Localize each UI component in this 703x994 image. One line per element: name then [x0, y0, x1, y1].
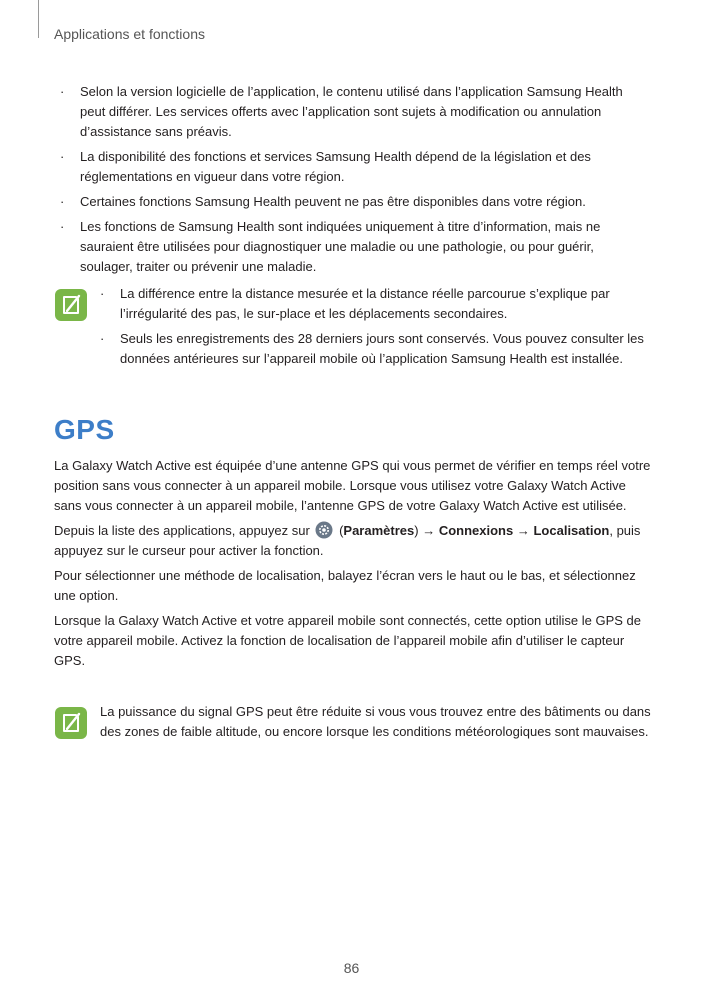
gps-connected: Lorsque la Galaxy Watch Active et votre appareil mobile sont connectés, cette option utilise le GPS de votre appareil mobile. Activez la fonction de localisation de l’appareil mobile afin d’utiliser le capteur GPS. — [54, 613, 641, 668]
arrow-icon: → — [516, 523, 530, 538]
note-box — [54, 702, 654, 742]
list-item: · Seuls les enregistrements des 28 derniers jours sont conservés. Vous pouvez consulter les données antérieures sur l’appareil mobile où l’application Samsung Health est installée. — [100, 331, 644, 366]
page-number: 86 — [343, 960, 360, 976]
bullet-list — [60, 82, 650, 282]
gps-method: Pour sélectionner une méthode de localisation, balayez l’écran vers le haut ou le bas, et sélectionnez une option. — [54, 568, 636, 603]
bullet-dot: · — [100, 286, 105, 301]
note-box — [54, 284, 654, 374]
section-title: Applications et fonctions — [54, 26, 205, 42]
settings-gear-icon — [315, 521, 333, 539]
header-divider — [38, 0, 39, 38]
bullet-dot: · — [60, 84, 65, 99]
note-text: La puissance du signal GPS peut être réduite si vous vous trouvez entre des bâtiments ou dans des zones de faible altitude, ou encore lorsque les conditions météorologiques sont mauvaises. — [100, 704, 651, 739]
list-item: · Certaines fonctions Samsung Health peuvent ne pas être disponibles dans votre région. — [60, 192, 650, 212]
connections-label: Connexions — [438, 523, 514, 538]
list-item: · La différence entre la distance mesurée et la distance réelle parcourue s’explique par l’irrégularité des pas, le sur-place et les déplacements secondaires. — [100, 286, 610, 321]
list-item: · La disponibilité des fonctions et services Samsung Health dépend de la législation et des réglementations en vigueur dans votre région. — [60, 149, 591, 184]
settings-label: Paramètres — [343, 523, 415, 538]
list-item: · Les fonctions de Samsung Health sont indiquées uniquement à titre d’information, mais ne sauraient être utilisées pour diagnostiquer une maladie ou une pathologie, ou pour guérir, soulager, traiter ou prévenir une maladie. — [60, 219, 601, 274]
arrow-icon: → — [422, 523, 436, 538]
bullet-dot: · — [60, 219, 65, 234]
note-icon — [54, 706, 88, 740]
gps-path: Depuis la liste des applications, appuyez sur (Paramètres) → Connexions → Localisation, puis appuyez sur le curseur pour activer la fonction. — [54, 523, 641, 558]
note-icon — [54, 288, 88, 322]
gps-heading: GPS — [54, 414, 115, 445]
bullet-dot: · — [100, 331, 105, 346]
bullet-dot: · — [60, 149, 65, 164]
gps-intro: La Galaxy Watch Active est équipée d’une antenne GPS qui vous permet de vérifier en temps réel votre position sans vous connecter à un appareil mobile. Lorsque vous utilisez votre Galaxy Watch Active sans vous connecter à un appareil mobile, l’antenne GPS de votre Galaxy Watch Active est utilisée. — [54, 458, 651, 513]
gps-body — [54, 456, 654, 676]
list-item: · Selon la version logicielle de l’application, le contenu utilisé dans l’application Samsung Health peut différer. Les services offerts avec l’application sont sujets à modification ou annulation d’assistance sans préavis. — [60, 84, 623, 139]
bullet-dot: · — [60, 194, 65, 209]
location-label: Localisation — [533, 523, 610, 538]
